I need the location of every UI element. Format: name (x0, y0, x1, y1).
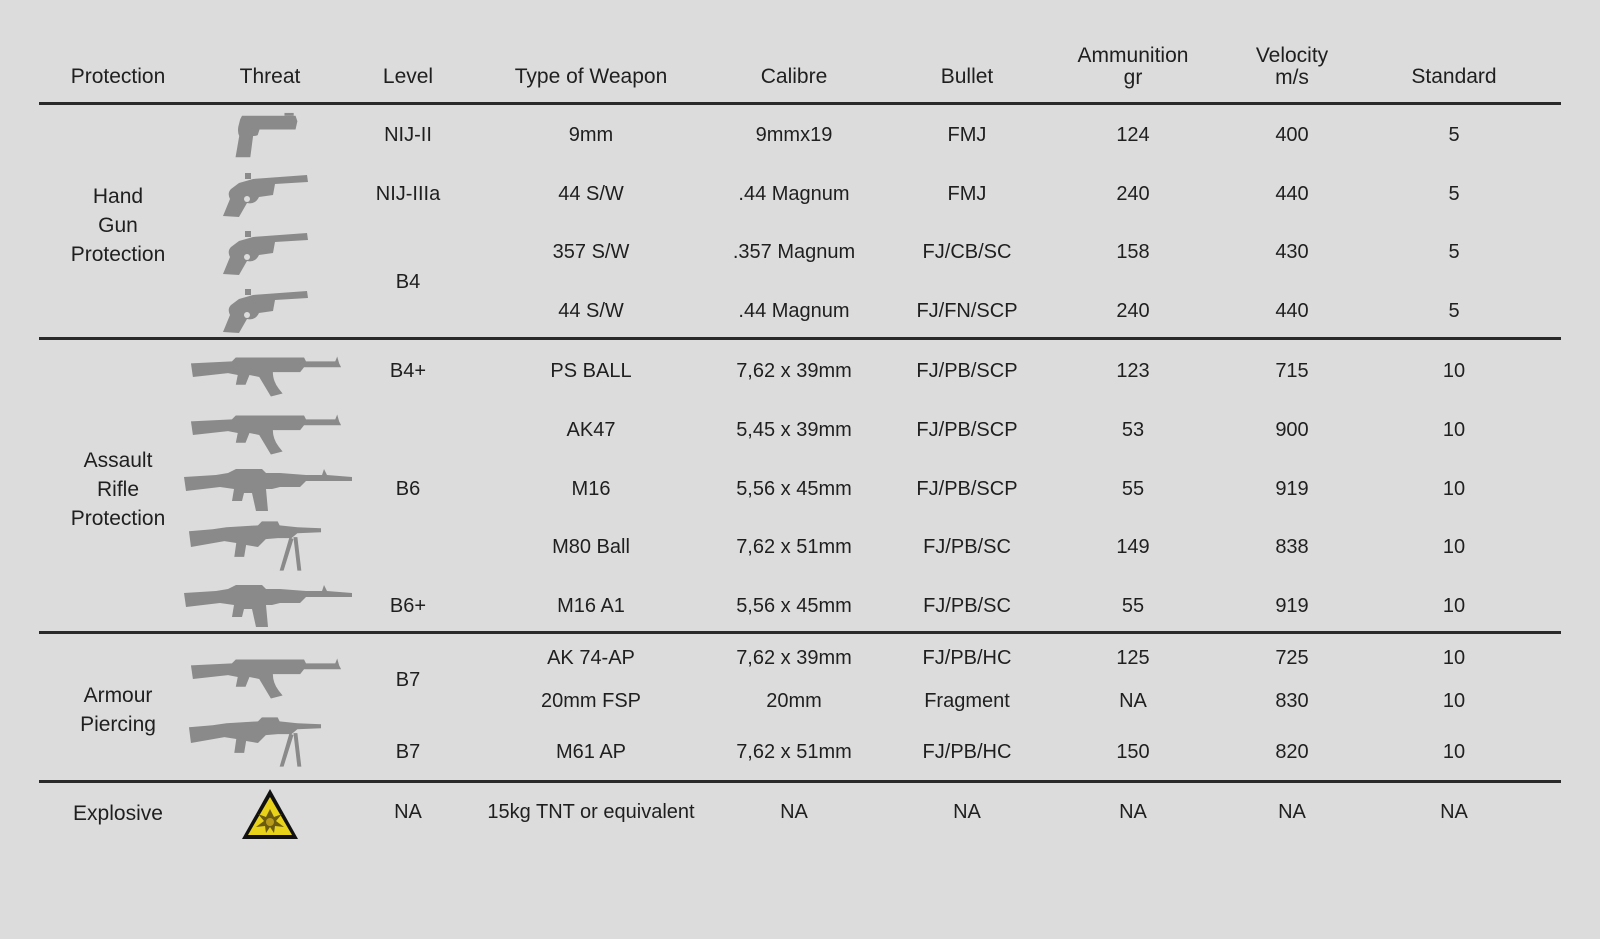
weapon-cell: 357 S/W (552, 241, 630, 263)
level-cell: B7 (395, 669, 421, 691)
ak47-icon (187, 410, 347, 458)
weapon-cell: 20mm FSP (540, 690, 642, 712)
standard-cell: 10 (1442, 647, 1466, 669)
header-velocity: Velocity (1255, 43, 1329, 67)
revolver-icon (215, 168, 311, 220)
group-explosive (39, 798, 197, 828)
ammo-cell: 55 (1121, 595, 1145, 617)
weapon-cell: AK 74-AP (547, 647, 635, 669)
ak47-icon (187, 352, 347, 400)
calibre-cell: 20mm (766, 690, 822, 712)
standard-cell: 5 (1448, 124, 1460, 146)
level-cell: NA (394, 801, 422, 823)
calibre-cell: .44 Magnum (738, 183, 850, 205)
bullet-cell: FJ/PB/SCP (916, 478, 1018, 500)
header-ammunition: Ammunition (1077, 43, 1189, 67)
group-label-line: Rifle (96, 477, 139, 501)
ammo-cell: 240 (1116, 300, 1150, 322)
level-cell: B6+ (389, 595, 427, 617)
velocity-cell: 715 (1275, 360, 1309, 382)
machine-gun-icon (185, 716, 325, 770)
velocity-cell: 919 (1275, 478, 1309, 500)
standard-cell: 5 (1448, 183, 1460, 205)
standard-cell: NA (1440, 801, 1468, 823)
group-hand-gun-protection (39, 180, 197, 270)
calibre-cell: 5,56 x 45mm (736, 595, 852, 617)
velocity-cell: 820 (1275, 741, 1309, 763)
ak47-icon (187, 654, 347, 702)
ballistic-protection-table (39, 0, 1561, 939)
level-cell: NIJ-IIIa (375, 183, 441, 205)
group-label-line: Assault (83, 448, 153, 472)
weapon-cell: M16 A1 (557, 595, 625, 617)
bullet-cell: FJ/PB/SC (923, 536, 1011, 558)
revolver-icon (215, 284, 311, 336)
bullet-cell: FMJ (947, 124, 987, 146)
bullet-cell: Fragment (924, 690, 1010, 712)
header-velocity-unit: m/s (1275, 65, 1309, 89)
weapon-cell: M80 Ball (552, 536, 630, 558)
header-type-of-weapon: Type of Weapon (514, 64, 668, 88)
bullet-cell: FJ/CB/SC (922, 241, 1012, 263)
level-cell: B6 (395, 478, 421, 500)
group-assault-rifle-protection (39, 444, 197, 534)
divider-handgun (39, 337, 1561, 340)
ammo-cell: 123 (1116, 360, 1150, 382)
ammo-cell: 149 (1116, 536, 1150, 558)
group-label-line: Hand (92, 184, 144, 208)
group-armour-piercing (39, 680, 197, 740)
ammo-cell: 125 (1116, 647, 1150, 669)
bullet-cell: FJ/PB/HC (922, 647, 1012, 669)
calibre-cell: 5,56 x 45mm (736, 478, 852, 500)
level-cell: B7 (395, 741, 421, 763)
velocity-cell: 400 (1275, 124, 1309, 146)
standard-cell: 10 (1442, 741, 1466, 763)
bullet-cell: FJ/PB/SCP (916, 419, 1018, 441)
header-rule (39, 102, 1561, 105)
bullet-cell: FJ/PB/SC (923, 595, 1011, 617)
bullet-cell: FJ/PB/HC (922, 741, 1012, 763)
calibre-cell: 7,62 x 39mm (736, 360, 852, 382)
calibre-cell: NA (780, 801, 808, 823)
ammo-cell: 124 (1116, 124, 1150, 146)
group-label-line: Piercing (80, 713, 156, 736)
calibre-cell: 5,45 x 39mm (736, 419, 852, 441)
header-threat: Threat (239, 64, 301, 88)
ammo-cell: 55 (1121, 478, 1145, 500)
weapon-cell: M16 (571, 478, 611, 500)
header-protection: Protection (70, 64, 166, 88)
calibre-cell: 9mmx19 (755, 124, 833, 146)
standard-cell: 10 (1442, 690, 1466, 712)
ammo-cell: 240 (1116, 183, 1150, 205)
revolver-icon (215, 226, 311, 278)
standard-cell: 10 (1442, 360, 1466, 382)
bullet-cell: NA (953, 801, 981, 823)
weapon-cell: AK47 (566, 419, 616, 441)
ammo-cell: 53 (1121, 419, 1145, 441)
group-label-line: Protection (70, 506, 166, 530)
weapon-cell: 9mm (568, 124, 614, 146)
group-label-line: Gun (98, 213, 138, 237)
group-label-line: Protection (70, 242, 166, 266)
level-cell: B4+ (389, 360, 427, 382)
group-label-line: Armour (83, 684, 153, 707)
bullet-cell: FMJ (947, 183, 987, 205)
calibre-cell: .44 Magnum (738, 300, 850, 322)
velocity-cell: 900 (1275, 419, 1309, 441)
weapon-cell: M61 AP (555, 741, 627, 763)
header-level: Level (382, 64, 434, 88)
header-calibre: Calibre (760, 64, 828, 88)
standard-cell: 10 (1442, 478, 1466, 500)
weapon-cell: 44 S/W (558, 183, 624, 205)
standard-cell: 10 (1442, 419, 1466, 441)
standard-cell: 5 (1448, 300, 1460, 322)
divider-assault-rifle (39, 631, 1561, 634)
velocity-cell: NA (1278, 801, 1306, 823)
bullet-cell: FJ/FN/SCP (916, 300, 1018, 322)
calibre-cell: 7,62 x 39mm (736, 647, 852, 669)
header-standard: Standard (1411, 64, 1497, 88)
m16-icon (181, 582, 355, 630)
level-cell: B4 (395, 271, 421, 293)
standard-cell: 5 (1448, 241, 1460, 263)
explosive-warning-icon (239, 786, 301, 842)
header-bullet: Bullet (940, 64, 994, 88)
velocity-cell: 919 (1275, 595, 1309, 617)
ammo-cell: 158 (1116, 241, 1150, 263)
velocity-cell: 838 (1275, 536, 1309, 558)
velocity-cell: 430 (1275, 241, 1309, 263)
calibre-cell: 7,62 x 51mm (736, 536, 852, 558)
velocity-cell: 725 (1275, 647, 1309, 669)
group-label-line: Explosive (73, 801, 163, 825)
bullet-cell: FJ/PB/SCP (916, 360, 1018, 382)
machine-gun-icon (185, 520, 325, 574)
weapon-cell: PS BALL (550, 360, 632, 382)
calibre-cell: 7,62 x 51mm (736, 741, 852, 763)
ammo-cell: NA (1119, 801, 1147, 823)
weapon-cell: 15kg TNT or equivalent (487, 801, 695, 823)
velocity-cell: 830 (1275, 690, 1309, 712)
standard-cell: 10 (1442, 595, 1466, 617)
standard-cell: 10 (1442, 536, 1466, 558)
ammo-cell: NA (1119, 690, 1147, 712)
pistol-icon (225, 111, 307, 161)
divider-armour-piercing (39, 780, 1561, 783)
velocity-cell: 440 (1275, 183, 1309, 205)
calibre-cell: .357 Magnum (732, 241, 856, 263)
header-ammunition-unit: gr (1123, 65, 1143, 89)
m16-icon (181, 466, 355, 514)
velocity-cell: 440 (1275, 300, 1309, 322)
level-cell: NIJ-II (384, 124, 432, 146)
ammo-cell: 150 (1116, 741, 1150, 763)
weapon-cell: 44 S/W (558, 300, 624, 322)
